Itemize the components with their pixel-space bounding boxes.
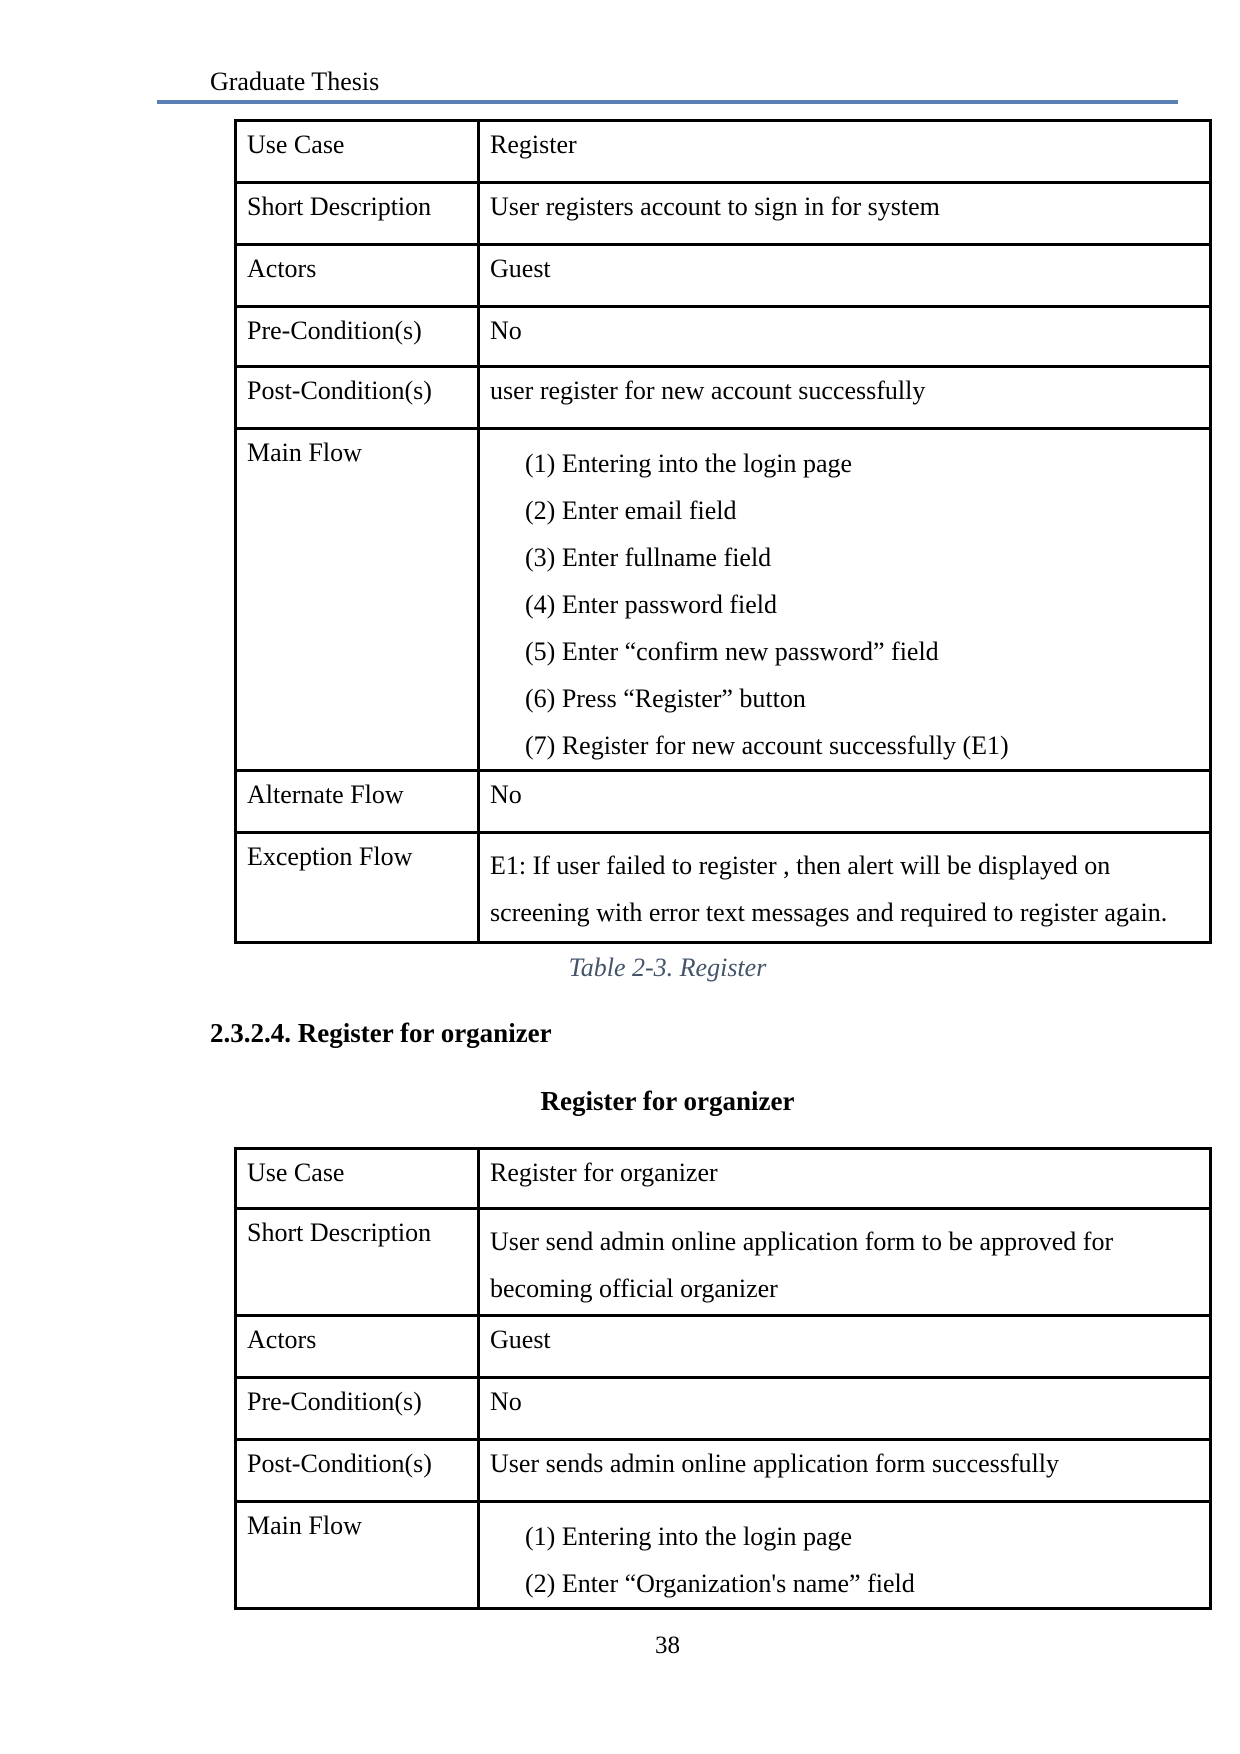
flow-step: (7) Register for new account successfully (E1): [525, 731, 1009, 760]
row-label: Actors: [236, 245, 479, 307]
row-label: Alternate Flow: [236, 771, 479, 833]
row-value: [479, 1502, 1211, 1609]
table-row: [236, 1378, 1211, 1440]
row-value: No: [479, 1378, 1211, 1440]
running-header-title: Graduate Thesis: [210, 67, 380, 96]
row-label: Short Description: [236, 183, 479, 245]
row-label: Post-Condition(s): [236, 367, 479, 429]
flow-step: (2) Enter email field: [525, 496, 737, 525]
table-row: [236, 367, 1211, 429]
section-heading: 2.3.2.4. Register for organizer: [210, 1018, 552, 1048]
header-rule: [157, 100, 1178, 104]
flow-step: (6) Press “Register” button: [525, 684, 806, 713]
row-label: Use Case: [236, 121, 479, 183]
table-row: [236, 121, 1211, 183]
row-value: [479, 833, 1211, 943]
row-value: User sends admin online application form successfully: [479, 1440, 1211, 1502]
row-label: Pre-Condition(s): [236, 1378, 479, 1440]
flow-step: (2) Enter “Organization's name” field: [525, 1569, 915, 1598]
row-value: user register for new account successfully: [479, 367, 1211, 429]
table-row: [236, 183, 1211, 245]
description-line: User send admin online application form to be approved for: [490, 1227, 1114, 1256]
row-value: Register: [479, 121, 1211, 183]
row-value: Guest: [479, 1316, 1211, 1378]
table-row-exception-flow: [236, 833, 1211, 943]
flow-step: (4) Enter password field: [525, 590, 777, 619]
table-row-short-description: [236, 1209, 1211, 1316]
row-label: Actors: [236, 1316, 479, 1378]
main-flow-steps: [490, 438, 1199, 769]
row-value: [479, 429, 1211, 771]
main-flow-steps: [490, 1511, 1199, 1607]
exception-line: E1: If user failed to register , then alert will be displayed on: [490, 851, 1111, 880]
table-row-main-flow: [236, 1502, 1211, 1609]
table-row: [236, 1316, 1211, 1378]
table-row-main-flow: [236, 429, 1211, 771]
use-case-table-register: [234, 119, 1212, 944]
table-row: [236, 771, 1211, 833]
row-label: Exception Flow: [236, 833, 479, 943]
flow-step: (1) Entering into the login page: [525, 1522, 853, 1551]
page-number: 38: [655, 1632, 680, 1659]
use-case-table-register-for-organizer: [234, 1147, 1212, 1610]
row-value: User registers account to sign in for system: [479, 183, 1211, 245]
row-value: No: [479, 771, 1211, 833]
flow-step: (3) Enter fullname field: [525, 543, 772, 572]
row-value: [479, 1209, 1211, 1316]
table-row: [236, 307, 1211, 367]
table-row: [236, 1440, 1211, 1502]
description-line: becoming official organizer: [490, 1274, 778, 1303]
row-label: Use Case: [236, 1149, 479, 1209]
table-row: [236, 245, 1211, 307]
row-label: Main Flow: [236, 1502, 479, 1609]
row-label: Post-Condition(s): [236, 1440, 479, 1502]
table-row: [236, 1149, 1211, 1209]
flow-step: (1) Entering into the login page: [525, 449, 853, 478]
page-content: [157, 0, 1178, 1661]
table-title: Register for organizer: [540, 1086, 795, 1116]
row-label: Main Flow: [236, 429, 479, 771]
row-value: Register for organizer: [479, 1149, 1211, 1209]
flow-step: (5) Enter “confirm new password” field: [525, 637, 939, 666]
row-value: No: [479, 307, 1211, 367]
exception-line: screening with error text messages and required to register again.: [490, 898, 1168, 927]
row-label: Pre-Condition(s): [236, 307, 479, 367]
table-caption: Table 2-3. Register: [568, 953, 767, 982]
row-value: Guest: [479, 245, 1211, 307]
row-label: Short Description: [236, 1209, 479, 1316]
